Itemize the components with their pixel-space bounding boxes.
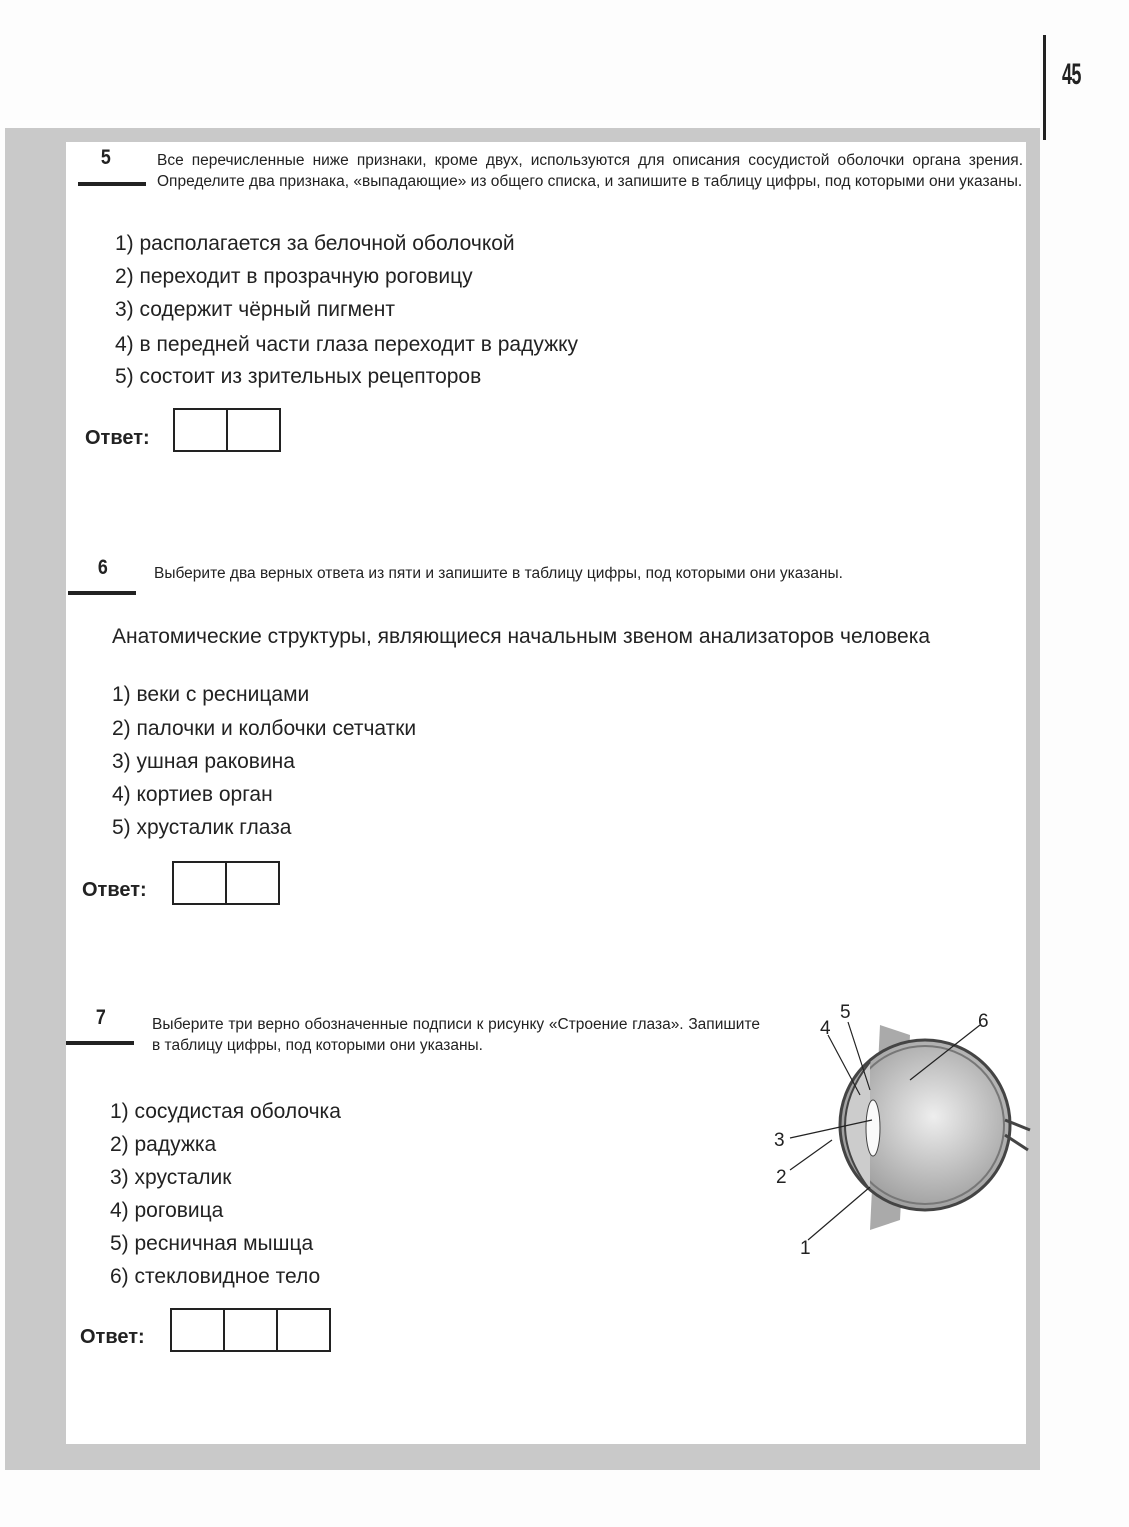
answer-label: Ответ: (85, 427, 150, 449)
question-instruction: Выберите три верно обозначенные подписи к рисунку «Строение глаза». Запишите в таблицу цифры, под которыми они указаны. (152, 1016, 760, 1054)
option: 4) в передней части глаза переходит в радужку (115, 333, 579, 356)
answer-label: Ответ: (80, 1326, 145, 1348)
question-marker (78, 182, 146, 186)
answer-boxes[interactable] (170, 1308, 331, 1352)
option: 4) кортиев орган (112, 783, 273, 806)
answer-cell[interactable] (175, 410, 228, 450)
eye-structure-diagram (760, 990, 1040, 1270)
option: 3) содержит чёрный пигмент (115, 298, 395, 321)
answer-cell[interactable] (278, 1310, 329, 1350)
answer-cell[interactable] (225, 1310, 278, 1350)
answer-boxes[interactable] (172, 861, 280, 905)
figure-label: 2 (776, 1167, 787, 1188)
answer-cell[interactable] (227, 863, 278, 903)
answer-label: Ответ: (82, 879, 147, 901)
answer-cell[interactable] (228, 410, 279, 450)
option: 5) хрусталик глаза (112, 816, 292, 839)
answer-cell[interactable] (174, 863, 227, 903)
question-number: 6 (97, 556, 108, 579)
figure-label: 5 (840, 1002, 851, 1023)
option: 1) сосудистая оболочка (110, 1100, 341, 1123)
option: 1) веки с ресницами (112, 683, 310, 706)
answer-cell[interactable] (172, 1310, 225, 1350)
question-stem: Анатомические структуры, являющиеся начальным звеном анализаторов человека (112, 625, 931, 648)
option: 3) ушная раковина (112, 750, 295, 773)
page-number: 45 (1062, 58, 1081, 91)
option: 2) палочки и колбочки сетчатки (112, 717, 417, 740)
question-number: 5 (100, 146, 111, 169)
option: 4) роговица (110, 1199, 224, 1222)
figure-label: 4 (820, 1018, 831, 1039)
option: 2) радужка (110, 1133, 217, 1156)
option: 5) состоит из зрительных рецепторов (115, 365, 482, 388)
question-instruction: Выберите два верных ответа из пяти и запишите в таблицу цифры, под которыми они указаны. (154, 565, 843, 582)
option: 5) ресничная мышца (110, 1232, 314, 1255)
margin-rule (1043, 35, 1046, 140)
option: 2) переходит в прозрачную роговицу (115, 265, 473, 288)
option: 1) располагается за белочной оболочкой (115, 232, 515, 255)
option: 3) хрусталик (110, 1166, 232, 1189)
figure-label: 3 (774, 1130, 785, 1151)
lens (866, 1100, 880, 1156)
answer-boxes[interactable] (173, 408, 281, 452)
question-marker (68, 591, 136, 595)
option: 6) стекловидное тело (110, 1265, 321, 1288)
figure-label: 6 (978, 1011, 989, 1032)
question-number: 7 (95, 1006, 106, 1029)
question-marker (66, 1041, 134, 1045)
question-instruction: Все перечисленные ниже признаки, кроме двух, используются для описания сосудистой оболочки органа зрения. Определите два признака, «выпадающие» из общего списка, и запишите в таблицу цифры, под которыми они указаны. (157, 152, 1023, 190)
figure-label: 1 (800, 1238, 811, 1259)
